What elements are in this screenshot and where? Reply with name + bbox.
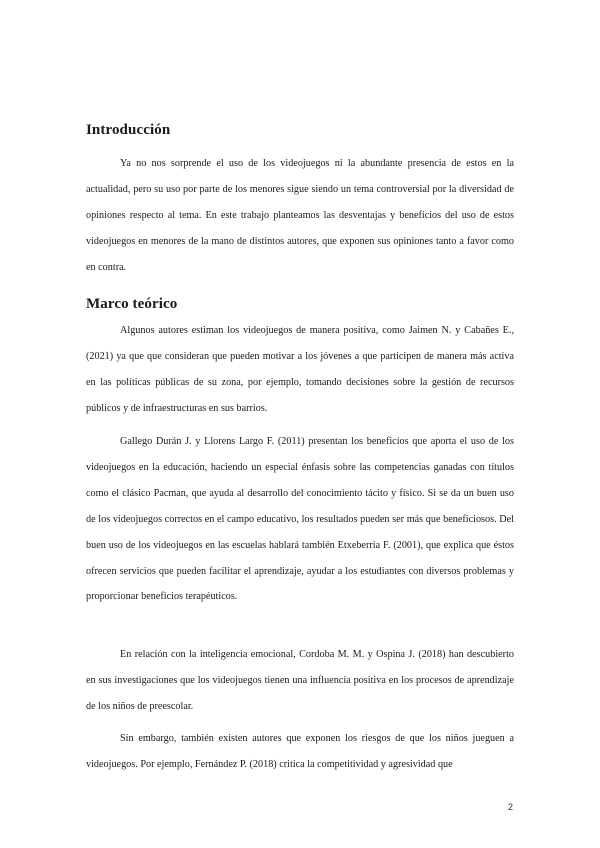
heading-introduccion: Introducción (86, 122, 171, 138)
paragraph-marco-1: Algunos autores estiman los videojuegos de manera positiva, como Jaimen N. y Cabañes E., (2021) ya que que consideran que pueden motivar a los jóvenes a que participen de manera más activa en las políticas públicas de su zona, por ejemplo, tomando decisiones sobre la gestión de recursos públicos y de infraestructuras en sus barrios. (86, 325, 514, 414)
paragraph-marco-4: Sin embargo, también existen autores que exponen los riesgos de que los niños jueguen a videojuegos. Por ejemplo, Fernández P. (2018) critica la competitividad y agresividad que (86, 733, 514, 770)
paragraph-introduccion: Ya no nos sorprende el uso de los videojuegos ni la abundante presencia de estos en la actualidad, pero su uso por parte de los menores sigue siendo un tema controversial por la diversidad de opiniones respecto al tema. En este trabajo planteamos las desventajas y beneficios del uso de estos videojuegos en menores de la mano de distintos autores, que exponen sus opiniones tanto a favor como en contra. (86, 158, 514, 273)
page-number: 2 (508, 802, 514, 812)
paragraph-marco-3: En relación con la inteligencia emocional, Cordoba M. M. y Ospina J. (2018) han descubierto en sus investigaciones que los videojuegos tienen una influencia positiva en los procesos de aprendizaje de los niños de preescolar. (86, 649, 514, 712)
paragraph-marco-2: Gallego Durán J. y Llorens Largo F. (2011) presentan los beneficios que aporta el uso de los videojuegos en la educación, haciendo un especial énfasis sobre las competencias ganadas con títulos como el clásico Pacman, que ayuda al desarrollo del conocimiento tácito y físico. Si se da un buen uso de los videojuegos correctos en el campo educativo, los resultados pueden ser más que beneficiosos. Del buen uso de los videojuegos en las escuelas hablará también Etxeberria F. (2001), que explica que éstos ofrecen servicios que pueden facilitar el aprendizaje, ayudar a los estudiantes con diversos problemas y proporcionar beneficios terapéuticos. (86, 436, 514, 603)
heading-marco-teorico: Marco teórico (86, 296, 178, 312)
